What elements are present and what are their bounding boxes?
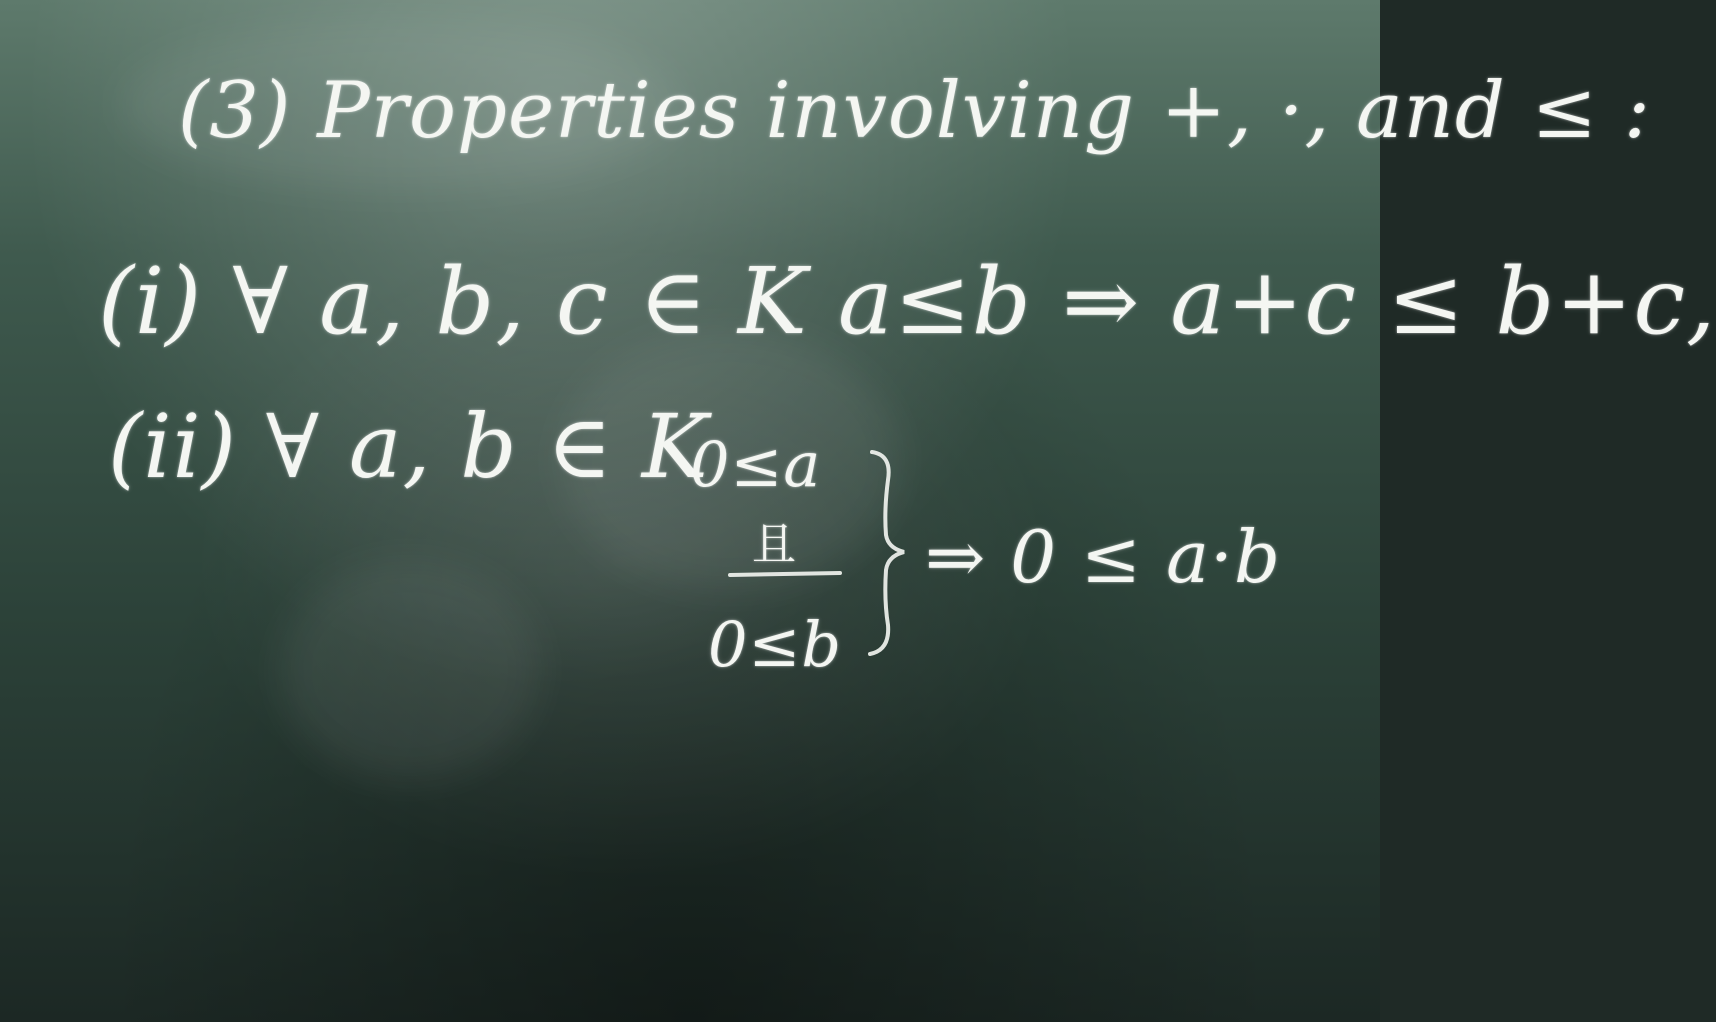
- property-i: (i) ∀ a, b, c ∈ K a≤b ⇒ a+c ≤ b+c,: [98, 248, 1716, 355]
- conjunction-and: 且: [752, 519, 797, 570]
- condition-a-nonnegative: 0≤a: [690, 428, 822, 501]
- property-ii-quantifier: (ii) ∀ a, b ∈ K: [108, 395, 709, 498]
- condition-b-nonnegative: 0≤b: [708, 608, 843, 681]
- right-brace: [870, 452, 904, 654]
- heading-properties: (3) Properties involving +, ·, and ≤ :: [178, 66, 1652, 156]
- conjunction-underline: [730, 573, 840, 575]
- product-nonnegative-result: ⇒ 0 ≤ a·b: [925, 515, 1282, 599]
